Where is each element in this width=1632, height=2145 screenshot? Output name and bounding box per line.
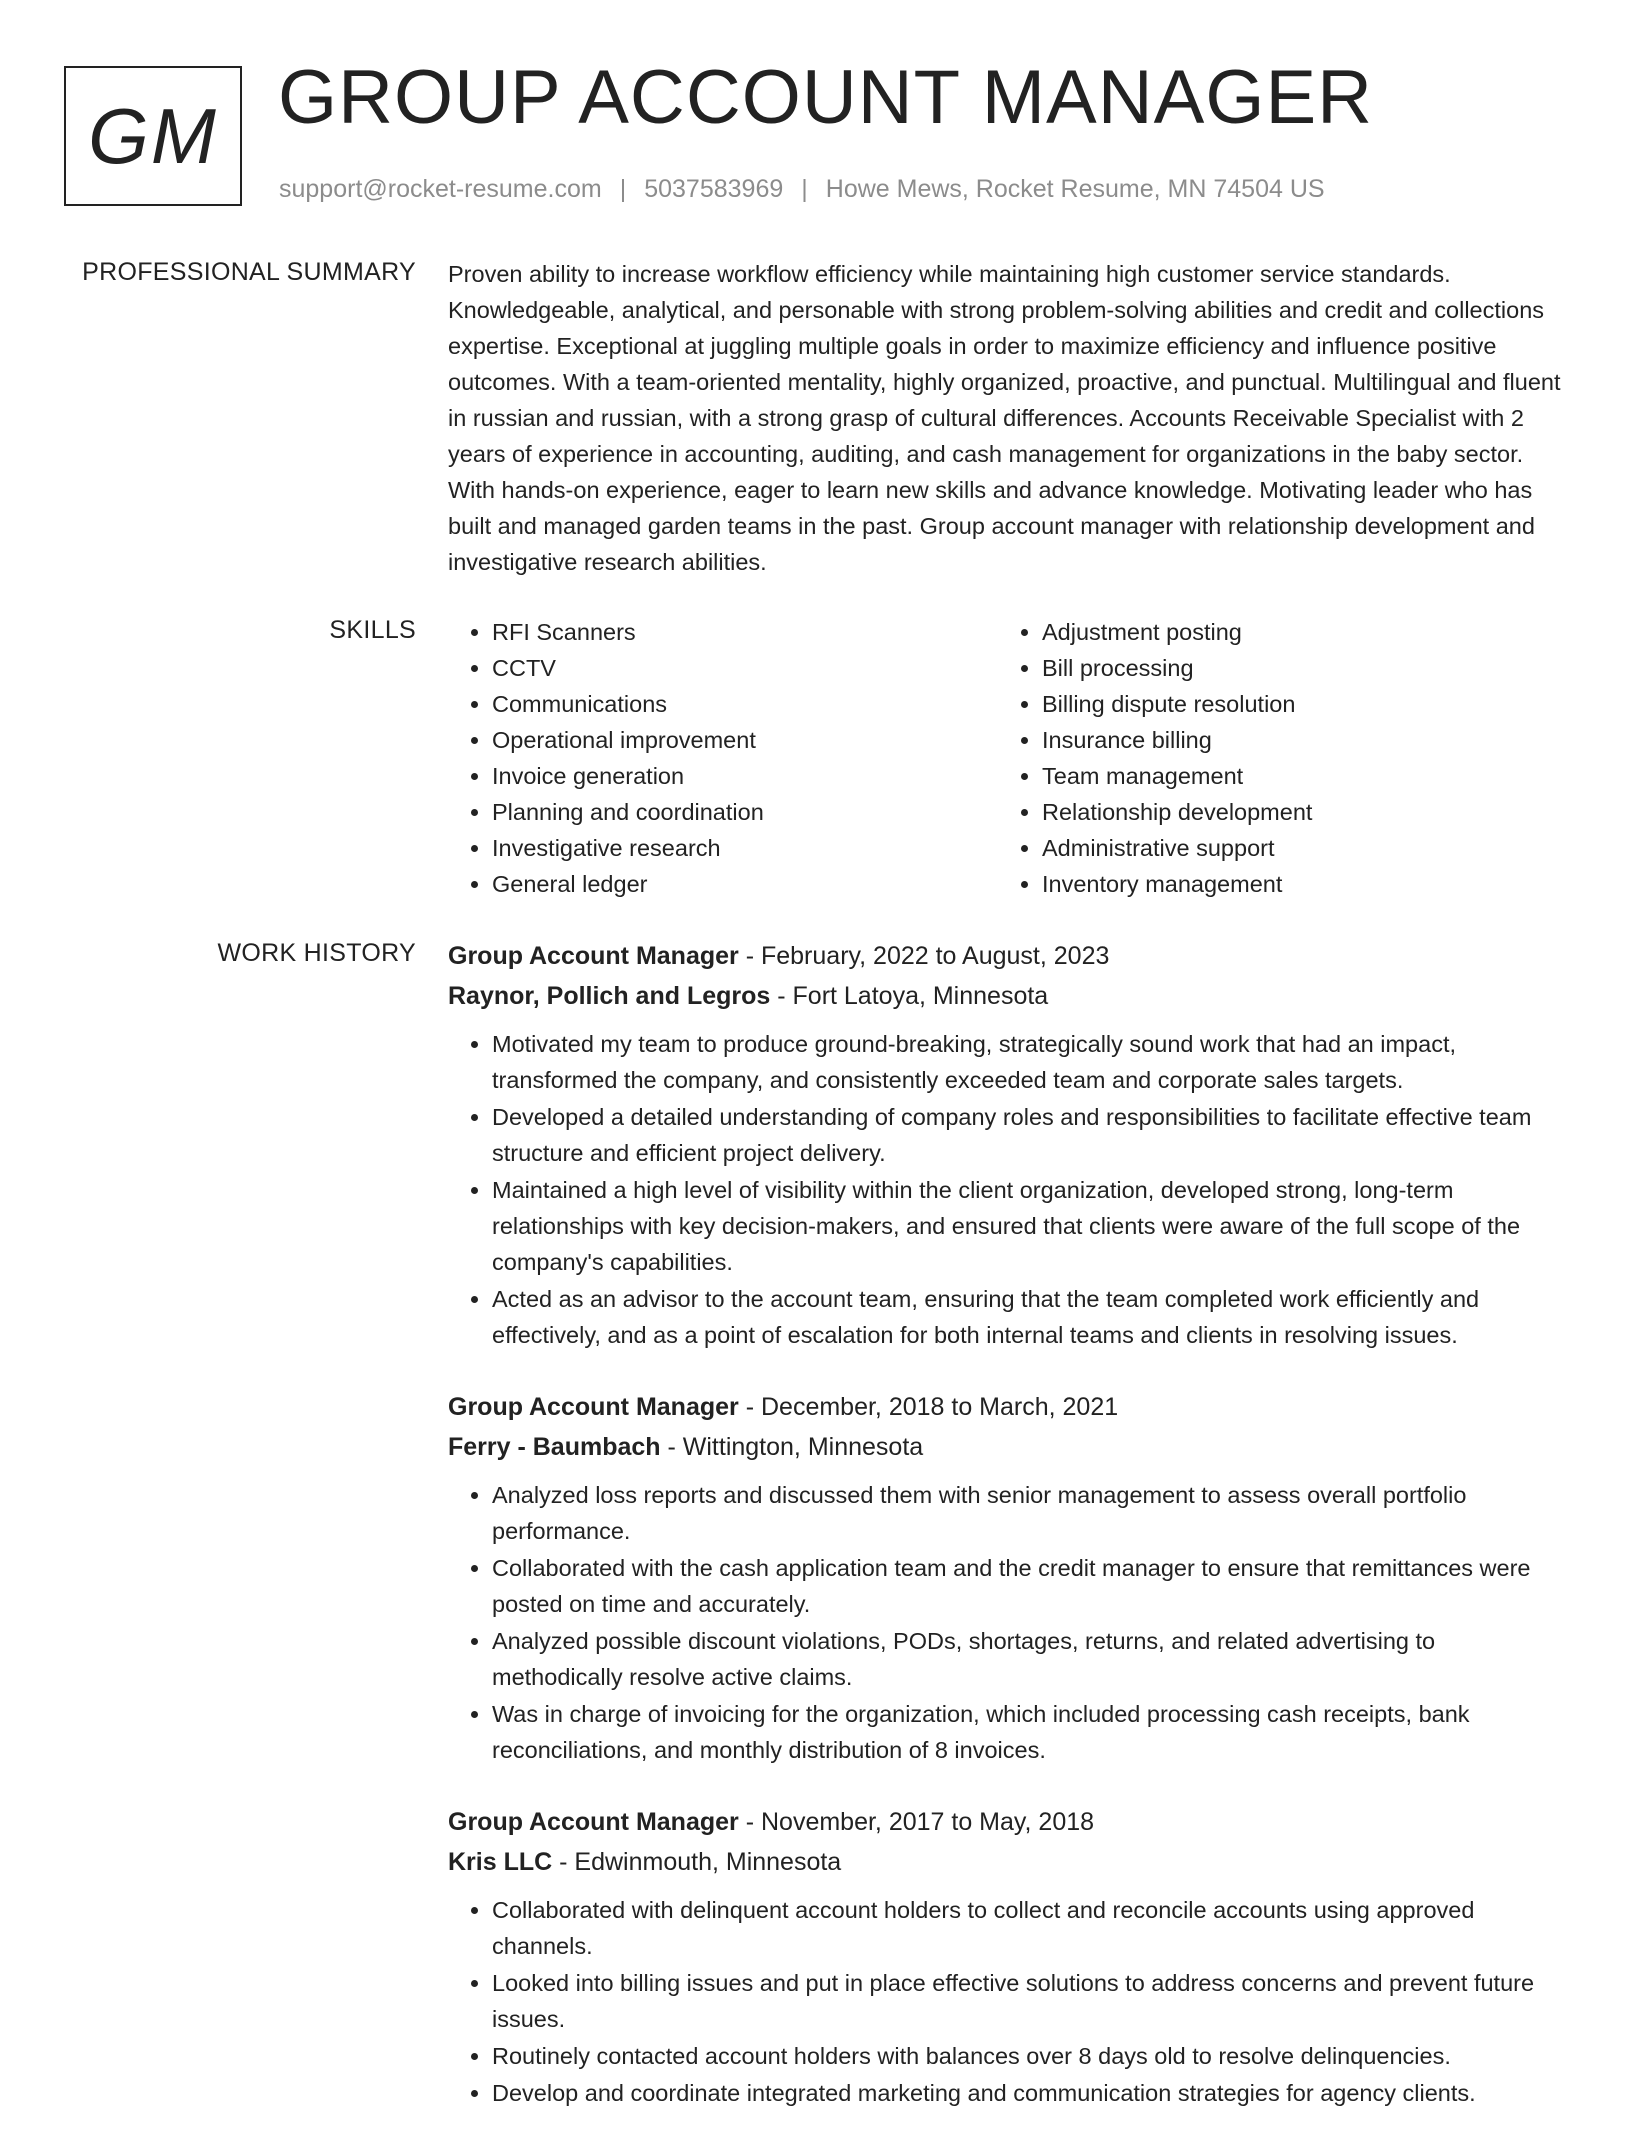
skills-list-left [448, 614, 998, 902]
contact-separator: | [801, 175, 808, 203]
job-bullets [448, 1477, 1568, 1768]
skill-item: • Investigative research [492, 830, 998, 866]
job-company-line [448, 976, 1568, 1016]
summary-text: Proven ability to increase workflow efficiency while maintaining high customer service standards. Knowledgeable, analytical, and personable with strong problem-solving abilities and credit and collections expertise. Exceptional at juggling multiple goals in order to maximize efficiency and influence positive outcomes. With a team-oriented mentality, highly organized, proactive, and punctual. Multilingual and fluent in russian and russian, with a strong grasp of cultural differences. Accounts Receivable Specialist with 2 years of experience in accounting, auditing, and cash management for organizations in the baby sector. With hands-on experience, eager to learn new skills and advance knowledge. Motivating leader who has built and managed garden teams in the past. Group account manager with relationship development and investigative research abilities. [448, 261, 1561, 575]
job-bullet: • Collaborated with delinquent account holders to collect and reconcile accounts using approved channels. [492, 1892, 1568, 1964]
monogram-box [64, 66, 242, 206]
contact-line [279, 175, 1325, 204]
skill-item: • Planning and coordination [492, 794, 998, 830]
work-history-heading: WORK HISTORY [217, 939, 416, 967]
job-entry [448, 1802, 1568, 2111]
skill-item: • Adjustment posting [1042, 614, 1548, 650]
job-location: - Fort Latoya, Minnesota [770, 982, 1049, 1010]
contact-address: Howe Mews, Rocket Resume, MN 74504 US [825, 175, 1325, 203]
job-company-line [448, 1427, 1568, 1467]
job-location: - Wittington, Minnesota [660, 1433, 924, 1461]
skills-grid [448, 614, 1568, 902]
job-bullet: • Analyzed possible discount violations, PODs, shortages, returns, and related advertising to methodically resolve active claims. [492, 1623, 1568, 1695]
job-title: Group Account Manager [448, 942, 739, 970]
job-entry [448, 936, 1568, 1353]
skills-heading: SKILLS [329, 616, 416, 644]
job-dates: - February, 2022 to August, 2023 [738, 942, 1110, 970]
skill-item: • Relationship development [1042, 794, 1548, 830]
job-title: Group Account Manager [448, 1808, 739, 1836]
job-dates: - November, 2017 to May, 2018 [738, 1808, 1095, 1836]
job-title-line [448, 1802, 1568, 1842]
skill-item: • Bill processing [1042, 650, 1548, 686]
skill-item: • Team management [1042, 758, 1548, 794]
skill-item: • Billing dispute resolution [1042, 686, 1548, 722]
contact-phone: 5037583969 [644, 175, 784, 203]
job-title-line [448, 1387, 1568, 1427]
skill-item: • Administrative support [1042, 830, 1548, 866]
job-bullet: • Developed a detailed understanding of company roles and responsibilities to facilitate effective team structure and efficient project delivery. [492, 1099, 1568, 1171]
skills-list-right [998, 614, 1548, 902]
resume-title: GROUP ACCOUNT MANAGER [278, 55, 1374, 140]
job-entry [448, 1387, 1568, 1768]
job-bullet: • Looked into billing issues and put in place effective solutions to address concerns and prevent future issues. [492, 1965, 1568, 2037]
job-company: Raynor, Pollich and Legros [448, 982, 771, 1010]
job-bullets [448, 1892, 1568, 2111]
skill-item: • Operational improvement [492, 722, 998, 758]
jobs-list [448, 936, 1568, 2145]
summary-heading: PROFESSIONAL SUMMARY [82, 258, 416, 286]
job-bullet: • Develop and coordinate integrated marketing and communication strategies for agency clients. [492, 2075, 1568, 2111]
job-title-line [448, 936, 1568, 976]
job-dates: - December, 2018 to March, 2021 [738, 1393, 1119, 1421]
job-bullet: • Routinely contacted account holders with balances over 8 days old to resolve delinquencies. [492, 2038, 1568, 2074]
job-company-line [448, 1842, 1568, 1882]
job-bullet: • Maintained a high level of visibility within the client organization, developed strong, long-term relationships with key decision-makers, and ensured that clients were aware of the full scope of the company's capabilities. [492, 1172, 1568, 1280]
contact-separator: | [619, 175, 627, 203]
monogram-initials: GM [88, 91, 218, 180]
job-location: - Edwinmouth, Minnesota [552, 1848, 842, 1876]
job-company: Kris LLC [448, 1848, 553, 1876]
skill-item: • General ledger [492, 866, 998, 902]
skill-item: • Invoice generation [492, 758, 998, 794]
skill-item: • Insurance billing [1042, 722, 1548, 758]
job-bullet: • Acted as an advisor to the account team, ensuring that the team completed work efficiently and effectively, and as a point of escalation for both internal teams and clients in resolving issues. [492, 1281, 1568, 1353]
job-company: Ferry - Baumbach [448, 1433, 661, 1461]
skill-item: • Communications [492, 686, 998, 722]
job-bullets [448, 1026, 1568, 1353]
job-bullet: • Collaborated with the cash application team and the credit manager to ensure that remittances were posted on time and accurately. [492, 1550, 1568, 1622]
job-bullet: • Motivated my team to produce ground-breaking, strategically sound work that had an impact, transformed the company, and consistently exceeded team and corporate sales targets. [492, 1026, 1568, 1098]
job-title: Group Account Manager [448, 1393, 739, 1421]
contact-email: support@rocket-resume.com [279, 175, 602, 203]
skill-item: • RFI Scanners [492, 614, 998, 650]
skill-item: • Inventory management [1042, 866, 1548, 902]
job-bullet: • Was in charge of invoicing for the organization, which included processing cash receipts, bank reconciliations, and monthly distribution of 8 invoices. [492, 1696, 1568, 1768]
skill-item: • CCTV [492, 650, 998, 686]
job-bullet: • Analyzed loss reports and discussed them with senior management to assess overall portfolio performance. [492, 1477, 1568, 1549]
